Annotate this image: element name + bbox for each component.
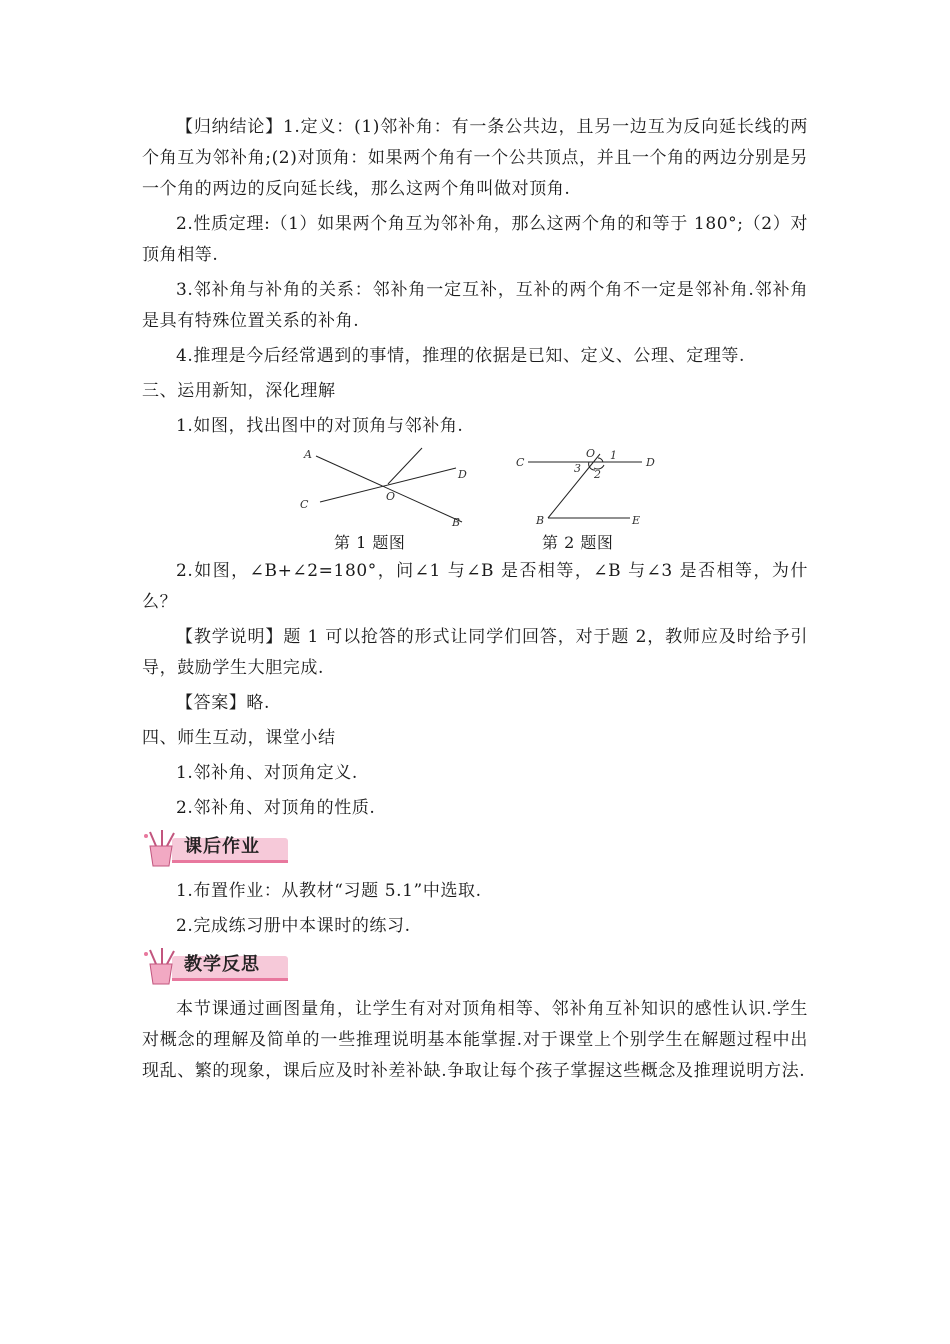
label-b: B — [452, 516, 461, 529]
question-1: 1.如图，找出图中的对顶角与邻补角. — [176, 416, 464, 436]
homework-item-2: 2.完成练习册中本课时的练习. — [176, 916, 411, 936]
figure-2-caption: 第 2 题图 — [542, 533, 614, 552]
label-d: D — [646, 456, 655, 469]
label-d: D — [458, 468, 467, 481]
summary-item-2: 2.邻补角、对顶角的性质. — [176, 798, 376, 818]
label-3: 3 — [574, 462, 581, 475]
figure-1-diagram — [292, 446, 492, 530]
figure-1 — [292, 446, 492, 534]
label-o: O — [586, 447, 596, 460]
document-page — [142, 112, 808, 1091]
homework-banner — [142, 828, 808, 868]
label-b: B — [536, 514, 545, 527]
figure-1-caption: 第 1 题图 — [334, 533, 406, 552]
figure-2 — [514, 446, 664, 534]
reflection-banner-label: 教学反思 — [184, 954, 260, 975]
reflection-banner — [142, 946, 808, 986]
conclusion-reasoning: 4.推理是今后经常遇到的事情，推理的依据是已知、定义、公理、定理等. — [176, 346, 746, 366]
teaching-note: 【教学说明】题 1 可以抢答的形式让同学们回答，对于题 2，教师应及时给予引导，鼓励学生大胆完成. — [142, 627, 808, 678]
conclusion-definition: 【归纳结论】1.定义：(1)邻补角：有一条公共边，且另一边互为反向延长线的两个角互为邻补角;(2)对顶角：如果两个角有一个公共顶点，并且一个角的两边分别是另一个角的两边的反向延长线，那么这两个角叫做对顶角. — [142, 117, 808, 199]
section3-heading: 三、运用新知，深化理解 — [142, 381, 336, 401]
reflection-text: 本节课通过画图量角，让学生有对对顶角相等、邻补角互补知识的感性认识.学生对概念的理解及简单的一些推理说明基本能掌握.对于课堂上个别学生在解题过程中出现乱、繁的现象，课后应及时补差补缺.争取让每个孩子掌握这些概念及推理说明方法. — [142, 999, 808, 1081]
label-a: A — [304, 448, 312, 461]
homework-item-1: 1.布置作业：从教材“习题 5.1”中选取. — [176, 881, 482, 901]
label-c: C — [300, 498, 309, 511]
label-e: E — [632, 514, 641, 527]
label-o: O — [386, 490, 396, 503]
figure-2-diagram — [514, 446, 664, 530]
conclusion-property: 2.性质定理:（1）如果两个角互为邻补角，那么这两个角的和等于 180°;（2）对顶角相等. — [142, 214, 808, 265]
label-2: 2 — [594, 468, 601, 481]
figures-row — [142, 446, 808, 554]
homework-banner-label: 课后作业 — [184, 836, 260, 857]
label-1: 1 — [610, 449, 617, 462]
answer: 【答案】略. — [176, 693, 271, 713]
summary-item-1: 1.邻补角、对顶角定义. — [176, 763, 358, 783]
question-2: 2.如图，∠B+∠2=180°，问∠1 与∠B 是否相等，∠B 与∠3 是否相等，为什么？ — [142, 561, 808, 612]
section4-heading: 四、师生互动，课堂小结 — [142, 728, 336, 748]
conclusion-relation: 3.邻补角与补角的关系：邻补角一定互补，互补的两个角不一定是邻补角.邻补角是具有特殊位置关系的补角. — [142, 280, 808, 331]
label-c: C — [516, 456, 525, 469]
